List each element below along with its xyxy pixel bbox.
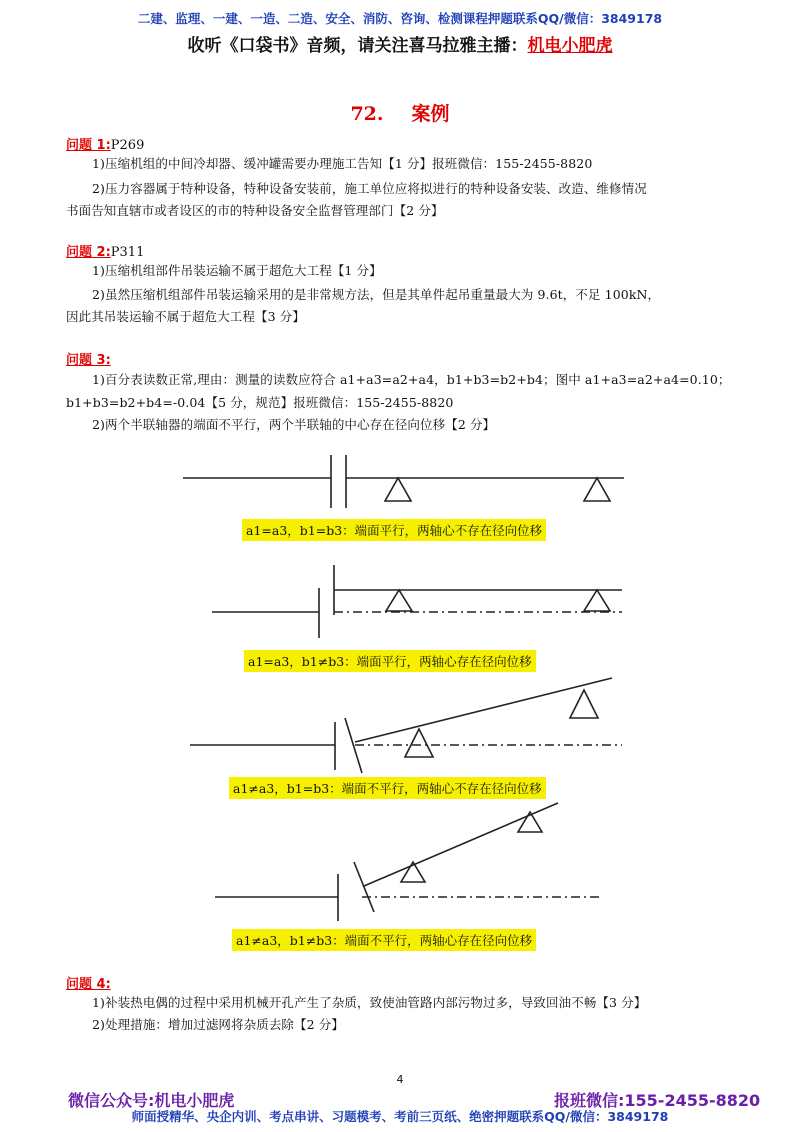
q4-line2: 2)处理措施：增加过滤网将杂质去除【2 分】 [92,1017,344,1032]
diagram-3 [190,678,622,773]
title-number: 72. [350,103,384,125]
footer-wechat-account: 微信公众号:机电小肥虎 [68,1091,235,1110]
caption-2: a1=a3，b1≠b3：端面平行，两轴心存在径向位移 [244,650,536,672]
q3-label: 问题 3: [66,353,111,368]
q2-line2b: 因此其吊装运输不属于超危大工程【3 分】 [66,309,305,324]
q4-line1: 1)补装热电偶的过程中采用机械开孔产生了杂质，致使油管路内部污物过多，导致回油不畅【3 分】 [92,995,647,1010]
top-banner: 二建、监理、一建、一造、二造、安全、消防、咨询、检测课程押题联系QQ/微信：3849178 [137,11,663,26]
q1-ref: P269 [110,138,145,153]
diagram-4 [215,803,600,921]
q2-line2a: 2)虽然压缩机组部件吊装运输采用的是非常规方法，但是其单件起吊重量最大为 9.6t，不足 100kN， [92,287,661,302]
q2-ref: P311 [110,245,145,260]
footer-class-wechat: 报班微信:155-2455-8820 [554,1091,761,1110]
diagram-1 [183,455,624,508]
host-name: 机电小肥虎 [527,36,613,56]
q2-line1: 1)压缩机组部件吊装运输不属于超危大工程【1 分】 [92,263,382,278]
q2-label: 问题 2: [66,245,111,260]
q1-label: 问题 1: [66,138,111,153]
q4-heading [66,973,111,992]
title-text: 案例 [411,103,450,125]
q1-line1: 1)压缩机组的中间冷却器、缓冲罐需要办理施工告知【1 分】报班微信：155-2455-8820 [92,156,593,171]
q3-line1a: 1)百分表读数正常,理由：测量的读数应符合 a1+a3=a2+a4，b1+b3=b2+b4；图中 a1+a3=a2+a4=0.10； [92,372,731,387]
q1-line2b: 书面告知直辖市或者设区的市的特种设备安全监督管理部门【2 分】 [66,203,444,218]
caption-3: a1≠a3，b1=b3：端面不平行，两轴心不存在径向位移 [229,777,546,799]
caption-4: a1≠a3，b1≠b3：端面不平行，两轴心存在径向位移 [232,929,536,951]
q3-line2: 2)两个半联轴器的端面不平行，两个半联轴的中心存在径向位移【2 分】 [92,417,496,432]
q3-line1b: b1+b3=b2+b4=-0.04【5 分，规范】报班微信：155-2455-8820 [66,395,454,410]
page-number: 4 [396,1073,404,1086]
q4-label: 问题 4: [66,977,111,992]
caption-1: a1=a3，b1=b3：端面平行，两轴心不存在径向位移 [242,519,546,541]
q1-line2a: 2)压力容器属于特种设备，特种设备安装前，施工单位应将拟进行的特种设备安装、改造、维修情况 [92,181,647,196]
footer-banner: 师面授精华、央企内训、考点串讲、习题模考、考前三页纸、绝密押题联系QQ/微信：3849178 [131,1109,669,1124]
diagram-2 [212,565,622,638]
audio-notice-text: 收听《口袋书》音频，请关注喜马拉雅主播： [187,36,528,56]
